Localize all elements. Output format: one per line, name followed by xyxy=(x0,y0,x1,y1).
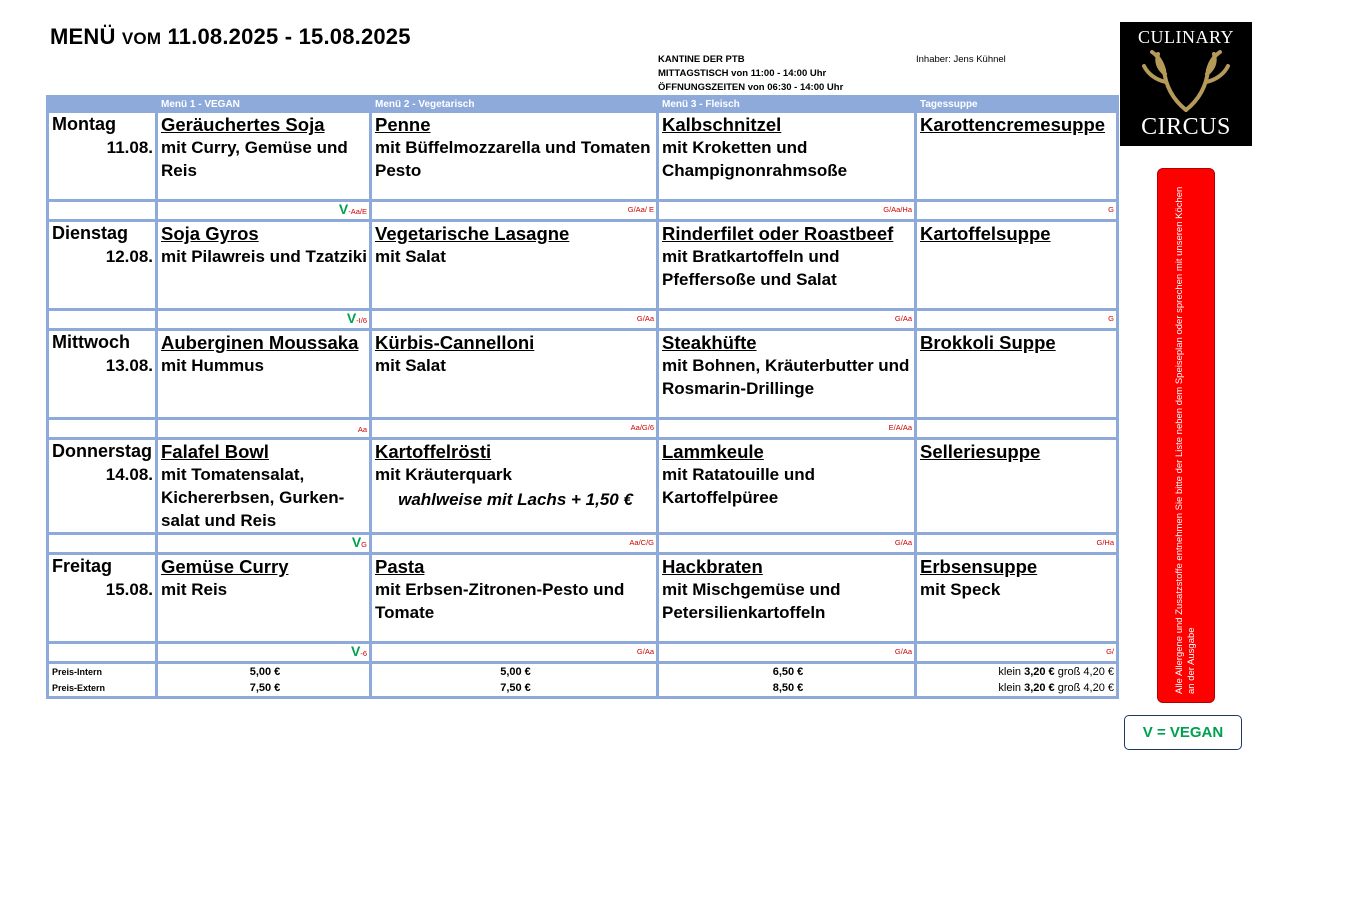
soup-large-price: groß 4,20 € xyxy=(1057,666,1114,678)
price-extern-label: Preis-Extern xyxy=(52,683,106,693)
soup-small-price: 3,20 € xyxy=(1024,666,1055,678)
allergen-codes: G xyxy=(1108,205,1114,214)
day-cell xyxy=(48,554,157,643)
day-date: 15.08. xyxy=(105,580,153,599)
allergen-codes: G xyxy=(1108,314,1114,323)
m3-cell xyxy=(658,439,916,534)
soup-small-label: klein xyxy=(998,682,1022,694)
m3-cell xyxy=(658,554,916,643)
price-extern: 8,50 € xyxy=(772,682,804,694)
dish-name: Pasta xyxy=(375,556,425,577)
day-cell xyxy=(48,330,157,419)
soup-small-label: klein xyxy=(998,666,1022,678)
dish-side: mit Reis xyxy=(161,580,228,599)
day-row xyxy=(48,221,1118,310)
header-menu2: Menü 2 - Vegetarisch xyxy=(371,97,658,112)
dish-side: mit Curry, Gemüse und Reis xyxy=(161,138,348,180)
dish-side: mit Salat xyxy=(375,247,446,266)
allergen-codes: -I/6 xyxy=(356,316,367,325)
allergen-m3 xyxy=(658,419,916,439)
price-m1 xyxy=(157,663,371,698)
day-date: 13.08. xyxy=(105,356,153,375)
m1-cell xyxy=(157,221,371,310)
allergen-empty xyxy=(48,643,157,663)
dish-side: mit Bohnen, Kräuterbutter und Rosmarin-Drillinge xyxy=(662,356,910,398)
dish-side: mit Erbsen-Zitronen-Pesto und Tomate xyxy=(375,580,625,622)
day-row xyxy=(48,330,1118,419)
allergen-codes: E/A/Aa xyxy=(888,423,912,432)
dish-name: Kürbis-Cannelloni xyxy=(375,332,535,353)
title-vom: VOM xyxy=(121,29,162,48)
m1-cell xyxy=(157,112,371,201)
soup-cell xyxy=(916,112,1118,201)
allergen-codes: G xyxy=(361,540,367,549)
allergen-m2 xyxy=(371,310,658,330)
allergen-m1 xyxy=(157,201,371,221)
m1-cell xyxy=(157,330,371,419)
allergen-codes: G/Aa xyxy=(894,314,912,323)
allergen-codes: -6 xyxy=(360,649,367,658)
dish-extra: wahlweise mit Lachs + 1,50 € xyxy=(398,490,633,509)
allergen-soup xyxy=(916,534,1118,554)
price-row xyxy=(48,663,1118,698)
allergen-m1 xyxy=(157,419,371,439)
allergen-codes: G/Aa/ E xyxy=(627,205,654,214)
day-row xyxy=(48,112,1118,201)
vegan-mark: V xyxy=(351,534,362,550)
allergen-soup xyxy=(916,643,1118,663)
price-intern: 5,00 € xyxy=(249,666,281,678)
dish-name: Soja Gyros xyxy=(161,223,259,244)
dish-side: mit Bratkartoffeln und Pfeffersoße und Salat xyxy=(662,247,840,289)
price-m3 xyxy=(658,663,916,698)
header-menu1: Menü 1 - VEGAN xyxy=(157,97,371,112)
m1-cell xyxy=(157,439,371,534)
table-header-row xyxy=(48,97,1118,112)
price-intern: 5,00 € xyxy=(500,666,531,678)
title-main: MENÜ xyxy=(50,24,116,49)
day-row xyxy=(48,439,1118,534)
price-intern-label: Preis-Intern xyxy=(52,667,103,677)
allergen-note-box xyxy=(1157,168,1215,703)
dish-name: Vegetarische Lasagne xyxy=(375,223,570,244)
dish-name: Lammkeule xyxy=(662,441,764,462)
day-date: 12.08. xyxy=(105,247,153,266)
m2-cell xyxy=(371,554,658,643)
dish-name: Auberginen Moussaka xyxy=(161,332,359,353)
allergen-m1 xyxy=(157,310,371,330)
dish-name: Kartoffelsuppe xyxy=(920,223,1051,244)
vegan-mark: V xyxy=(350,643,361,659)
allergen-codes: G/Ha xyxy=(1096,538,1114,547)
title-dates: 11.08.2025 - 15.08.2025 xyxy=(167,24,411,49)
allergen-soup xyxy=(916,310,1118,330)
dish-side: mit Hummus xyxy=(161,356,264,375)
dish-side: mit Kräuterquark xyxy=(375,465,512,484)
allergen-row xyxy=(48,201,1118,221)
day-name: Montag xyxy=(52,114,116,134)
soup-small-price: 3,20 € xyxy=(1024,682,1055,694)
m3-cell xyxy=(658,330,916,419)
price-extern: 7,50 € xyxy=(249,682,281,694)
allergen-codes: G/Aa/Ha xyxy=(883,205,912,214)
canteen-info xyxy=(658,53,843,95)
culinary-circus-logo xyxy=(1120,22,1252,146)
allergen-codes: G/Aa xyxy=(894,538,912,547)
soup-cell xyxy=(916,554,1118,643)
allergen-codes: G/ xyxy=(1106,647,1114,656)
soup-cell xyxy=(916,439,1118,534)
dish-name: Kartoffelrösti xyxy=(375,441,492,462)
dish-name: Brokkoli Suppe xyxy=(920,332,1056,353)
soup-price-intern xyxy=(920,664,1114,680)
soup-large-price: groß 4,20 € xyxy=(1057,682,1114,694)
allergen-codes: G/Aa xyxy=(636,314,654,323)
allergen-empty xyxy=(48,201,157,221)
canteen-name: KANTINE DER PTB xyxy=(658,54,745,65)
dish-side: mit Speck xyxy=(920,580,1001,599)
dish-name: Karottencremesuppe xyxy=(920,114,1106,135)
dish-side: mit Salat xyxy=(375,356,446,375)
m3-cell xyxy=(658,221,916,310)
logo-line2: CIRCUS xyxy=(1141,114,1231,140)
day-name: Freitag xyxy=(52,556,113,576)
soup-price-extern xyxy=(920,680,1114,696)
allergen-m2 xyxy=(371,201,658,221)
allergen-m2 xyxy=(371,419,658,439)
price-m2 xyxy=(371,663,658,698)
allergen-codes: Aa/C/G xyxy=(629,538,654,547)
price-labels xyxy=(48,663,157,698)
day-name: Mittwoch xyxy=(52,332,130,352)
allergen-soup xyxy=(916,419,1118,439)
allergen-codes: G/Aa xyxy=(894,647,912,656)
dish-name: Kalbschnitzel xyxy=(662,114,782,135)
day-cell xyxy=(48,112,157,201)
allergen-m2 xyxy=(371,643,658,663)
allergen-row xyxy=(48,310,1118,330)
dish-side: mit Ratatouille und Kartoffelpüree xyxy=(662,465,815,507)
day-name: Dienstag xyxy=(52,223,129,243)
dish-name: Steakhüfte xyxy=(662,332,757,353)
day-date: 11.08. xyxy=(106,138,153,157)
m2-cell xyxy=(371,330,658,419)
menu-table xyxy=(46,95,1119,699)
price-extern: 7,50 € xyxy=(500,682,531,694)
lunch-hours: MITTAGSTISCH von 11:00 - 14:00 Uhr xyxy=(658,68,827,79)
dish-name: Rinderfilet oder Roastbeef xyxy=(662,223,894,244)
allergen-codes: Aa xyxy=(357,425,367,434)
header-soup: Tagessuppe xyxy=(916,97,1118,112)
soup-cell xyxy=(916,221,1118,310)
dish-name: Selleriesuppe xyxy=(920,441,1041,462)
m3-cell xyxy=(658,112,916,201)
logo-line1: CULINARY xyxy=(1137,27,1234,47)
price-intern: 6,50 € xyxy=(772,666,804,678)
m2-cell xyxy=(371,112,658,201)
m1-cell xyxy=(157,554,371,643)
allergen-m1 xyxy=(157,534,371,554)
dish-name: Gemüse Curry xyxy=(161,556,289,577)
dish-name: Falafel Bowl xyxy=(161,441,269,462)
allergen-m1 xyxy=(157,643,371,663)
header-menu3: Menü 3 - Fleisch xyxy=(658,97,916,112)
dish-name: Geräuchertes Soja xyxy=(161,114,325,135)
opening-hours: ÖFFNUNGSZEITEN von 06:30 - 14:00 Uhr xyxy=(658,82,844,93)
allergen-note: Alle Allergene und Zusatzstoffe entnehmen Sie bitte der Liste neben dem Speiseplan oder sprechen mit unseren Köchen an der Ausgabe xyxy=(1174,186,1197,694)
day-row xyxy=(48,554,1118,643)
antlers-icon xyxy=(1136,50,1236,112)
dish-side: mit Tomatensalat, Kichererbsen, Gurken-salat und Reis xyxy=(161,465,345,530)
allergen-m3 xyxy=(658,643,916,663)
allergen-codes: Aa/G/6 xyxy=(630,423,654,432)
dish-name: Hackbraten xyxy=(662,556,763,577)
dish-name: Erbsensuppe xyxy=(920,556,1038,577)
allergen-m3 xyxy=(658,201,916,221)
dish-side: mit Pilawreis und Tzatziki xyxy=(161,247,367,266)
allergen-empty xyxy=(48,310,157,330)
page-title xyxy=(50,24,411,50)
allergen-empty xyxy=(48,419,157,439)
m2-cell xyxy=(371,439,658,534)
allergen-m3 xyxy=(658,534,916,554)
soup-cell xyxy=(916,330,1118,419)
allergen-empty xyxy=(48,534,157,554)
header-empty xyxy=(48,97,157,112)
day-name: Donnerstag xyxy=(52,441,153,461)
allergen-codes: G/Aa xyxy=(636,647,654,656)
vegan-mark: V xyxy=(346,310,357,326)
allergen-m2 xyxy=(371,534,658,554)
dish-name: Penne xyxy=(375,114,431,135)
allergen-row xyxy=(48,534,1118,554)
allergen-soup xyxy=(916,201,1118,221)
allergen-row xyxy=(48,643,1118,663)
allergen-codes: -Aa/E xyxy=(348,207,367,216)
vegan-mark: V xyxy=(338,201,349,217)
day-cell xyxy=(48,439,157,534)
price-soup xyxy=(916,663,1118,698)
allergen-m3 xyxy=(658,310,916,330)
owner-info: Inhaber: Jens Kühnel xyxy=(916,54,1006,65)
m2-cell xyxy=(371,221,658,310)
dish-side: mit Mischgemüse und Petersilienkartoffeln xyxy=(662,580,841,622)
day-cell xyxy=(48,221,157,310)
dish-side: mit Büffelmozzarella und Tomaten Pesto xyxy=(375,138,651,180)
vegan-legend: V = VEGAN xyxy=(1124,715,1242,750)
dish-side: mit Kroketten und Champignonrahmsoße xyxy=(662,138,848,180)
allergen-row xyxy=(48,419,1118,439)
day-date: 14.08. xyxy=(105,465,153,484)
